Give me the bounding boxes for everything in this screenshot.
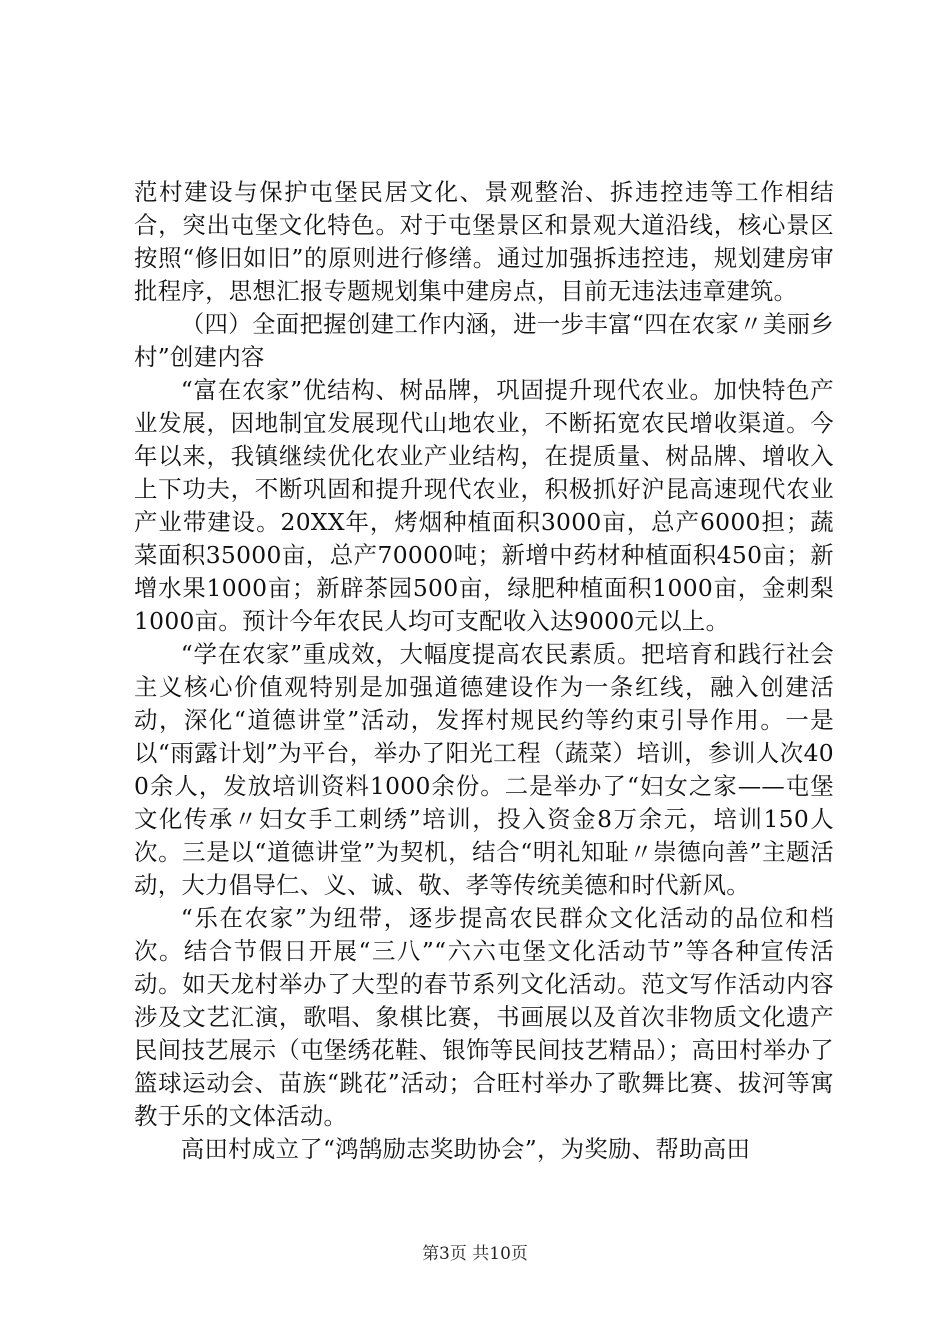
paragraph-continuation: 范村建设与保护屯堡民居文化、景观整治、拆违控违等工作相结合，突出屯堡文化特色。对于屯堡景区和景观大道沿线，核心景区按照“修旧如旧”的原则进行修缮。通过加强拆违控违，规划建房审批程序，思想汇报专题规划集中建房点，目前无违法违章建筑。: [134, 178, 834, 305]
paragraph-xue-zai-nongjia: “学在农家”重成效，大幅度提高农民素质。把培育和践行社会主义核心价值观特别是加强道德建设作为一条红线，融入创建活动，深化“道德讲堂”活动，发挥村规民约等约束引导作用。一是以“雨露计划”为平台，举办了阳光工程（蔬菜）培训，参训人次400余人，发放培训资料1000余份。二是举办了“妇女之家——屯堡文化传承〃妇女手工刺绣”培训，投入资金8万余元，培训150人次。三是以“道德讲堂”为契机，结合“明礼知耻〃崇德向善”主题活动，大力倡导仁、义、诚、敬、孝等传统美德和时代新风。: [134, 640, 834, 899]
section-heading-4: （四）全面把握创建工作内涵，进一步丰富“四在农家〃美丽乡村”创建内容: [134, 310, 834, 371]
paragraph-le-zai-nongjia: “乐在农家”为纽带，逐步提高农民群众文化活动的品位和档次。结合节假日开展“三八”“六六屯堡文化活动节”等各种宣传活动。如天龙村举办了大型的春节系列文化活动。范文写作活动内容涉及文艺汇演，歌唱、象棋比赛，书画展以及首次非物质文化遗产民间技艺展示（屯堡绣花鞋、银饰等民间技艺精品）；高田村举办了篮球运动会、苗族“跳花”活动；合旺村举办了歌舞比赛、拔河等寓教于乐的文体活动。: [134, 904, 834, 1130]
body-text: [134, 176, 834, 1166]
page-number-footer: 第3页 共10页: [422, 1244, 528, 1264]
paragraph-gaotian-village: 高田村成立了“鸿鹄励志奖助协会”，为奖励、帮助高田: [180, 1135, 751, 1163]
paragraph-fu-zai-nongjia: “富在农家”优结构、树品牌，巩固提升现代农业。加快特色产业发展，因地制宜发展现代山地农业，不断拓宽农民增收渠道。今年以来，我镇继续优化农业产业结构，在提质量、树品牌、增收入上下功夫，不断巩固和提升现代农业，积极抓好沪昆高速现代农业产业带建设。20XX年，烤烟种植面积3000亩，总产6000担；蔬菜面积35000亩，总产70000吨；新增中药材种植面积450亩；新增水果1000亩；新辟茶园500亩，绿肥种植面积1000亩，金刺梨1000亩。预计今年农民人均可支配收入达9000元以上。: [134, 376, 834, 635]
